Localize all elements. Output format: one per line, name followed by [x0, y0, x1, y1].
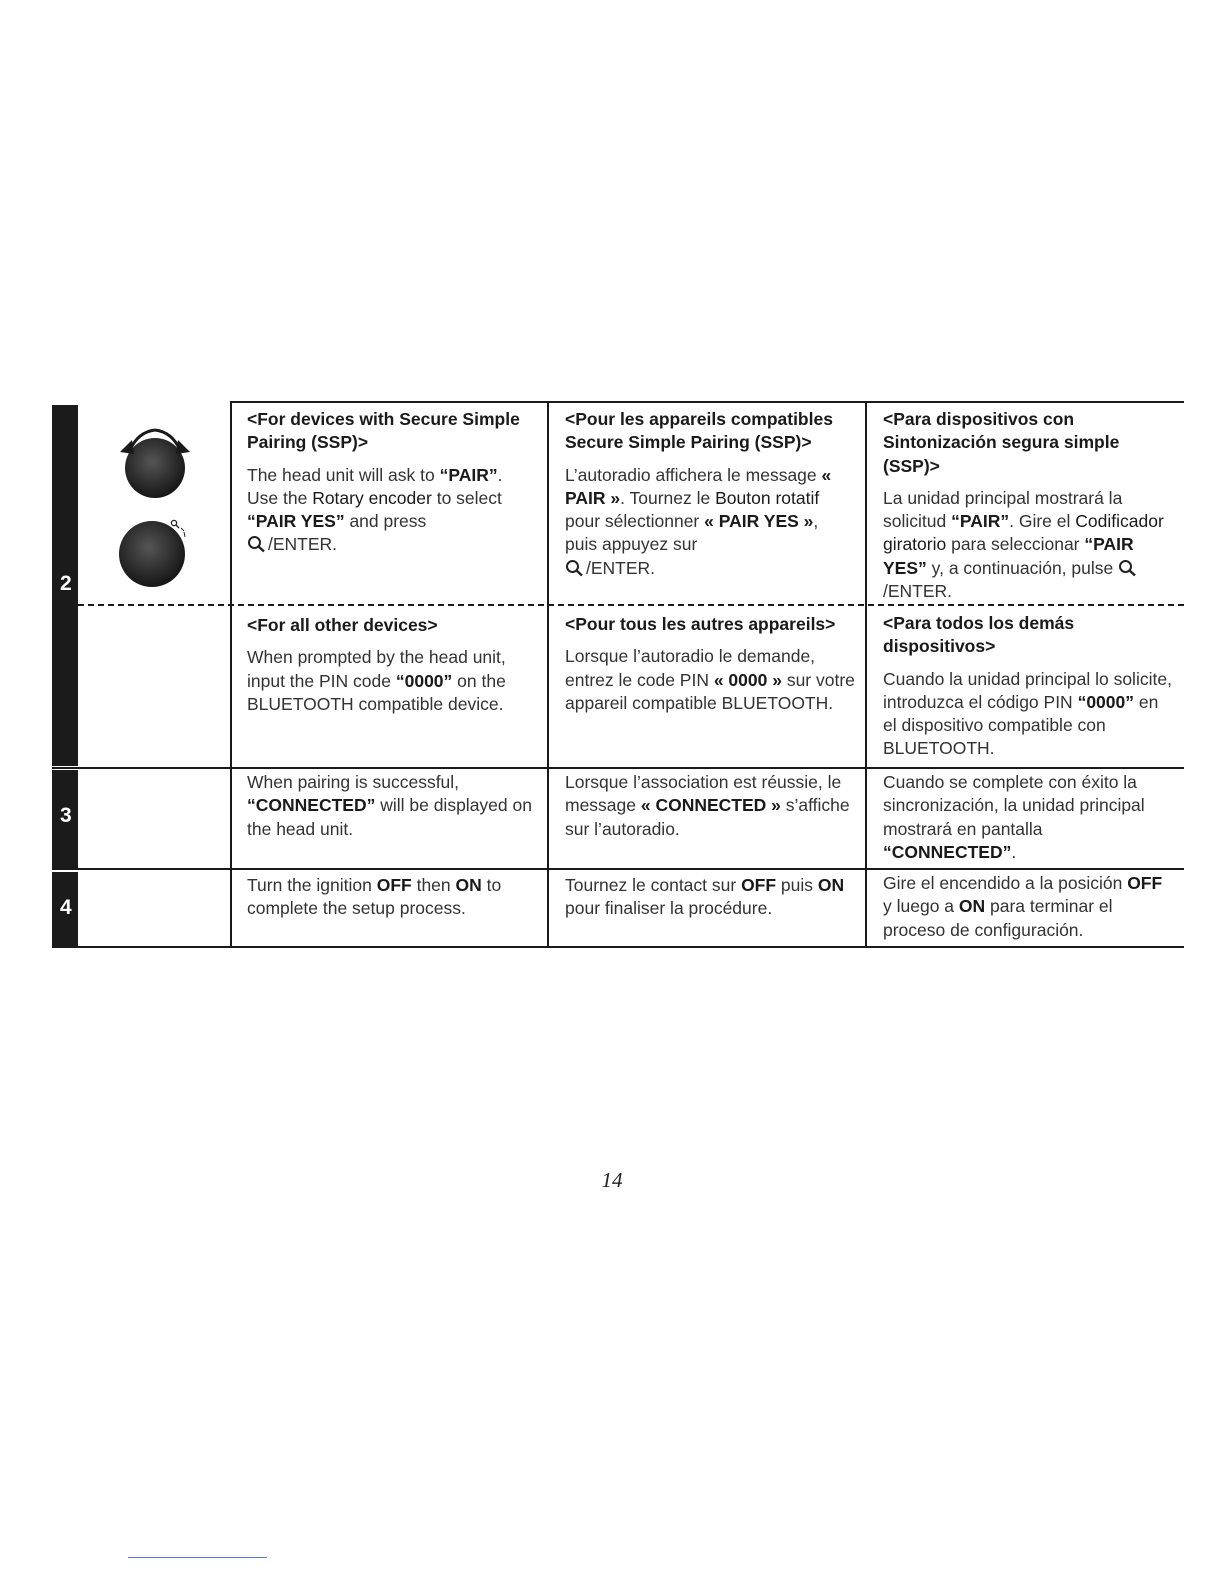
- footer-line: [128, 1557, 267, 1558]
- step-3-english-text: When pairing is successful, “CONNECTED” will be displayed on the head unit.: [247, 772, 532, 839]
- search-icon: [565, 559, 585, 577]
- other-spanish-heading: <Para todos los demás dispositivos>: [883, 613, 1075, 657]
- other-french-heading: <Pour tous les autres appareils>: [565, 614, 836, 634]
- step-number-3: 3: [60, 804, 72, 827]
- step-4-border: [52, 868, 1184, 870]
- table-top-border: [230, 401, 1184, 403]
- step-number-4: 4: [60, 896, 72, 919]
- other-french-text: Lorsque l’autoradio le demande, entrez le code PIN « 0000 » sur votre appareil compatible BLUETOOTH.: [565, 646, 855, 713]
- col-divider-1: [230, 401, 232, 948]
- step-3-english-cell: [247, 771, 537, 841]
- ssp-spanish-heading: <Para dispositivos con Sintonización segura simple (SSP)>: [883, 409, 1120, 476]
- ssp-english-text: The head unit will ask to “PAIR”. Use the Rotary encoder to select “PAIR YES” and press /ENTER.: [247, 464, 503, 555]
- step-3-spanish-cell: [883, 771, 1173, 864]
- ssp-french-text: L’autoradio affichera le message « PAIR ». Tournez le Bouton rotatif pour sélectionner « PAIR YES », puis appuyez sur /ENTER.: [565, 464, 832, 578]
- other-spanish-cell: [883, 612, 1173, 761]
- ssp-french-cell: [565, 408, 855, 580]
- step-4-spanish-text: Gire el encendido a la posición OFF y luego a ON para terminar el proceso de configuración.: [883, 873, 1163, 940]
- other-english-cell: [247, 614, 537, 716]
- search-icon: [1118, 559, 1138, 577]
- step-4-french-text: Tournez le contact sur OFF puis ON pour finaliser la procédure.: [565, 875, 845, 919]
- other-english-heading: <For all other devices>: [247, 615, 438, 635]
- step-3-french-cell: [565, 771, 860, 841]
- col-divider-3: [865, 401, 867, 948]
- step-3-border: [52, 767, 1184, 769]
- step-number-2: 2: [60, 572, 72, 595]
- step-4-french-cell: [565, 874, 855, 921]
- ssp-french-heading: <Pour les appareils compatibles Secure Simple Pairing (SSP)>: [565, 409, 833, 453]
- rotary-encoder-icon: [110, 420, 200, 500]
- other-french-cell: [565, 613, 855, 715]
- step-4-english-text: Turn the ignition OFF then ON to complete the setup process.: [247, 875, 502, 919]
- table-bottom-border: [52, 946, 1184, 948]
- other-english-text: When prompted by the head unit, input the PIN code “0000” on the BLUETOOTH compatible device.: [247, 647, 506, 714]
- col-divider-2: [547, 401, 549, 948]
- ssp-english-cell: [247, 408, 537, 557]
- search-icon: [247, 535, 267, 553]
- other-spanish-text: Cuando la unidad principal lo solicite, introduzca el código PIN “0000” en el dispositivo compatible con BLUETOOTH.: [883, 668, 1172, 759]
- step-4-spanish-cell: [883, 872, 1173, 942]
- ssp-spanish-text: La unidad principal mostrará la solicitud “PAIR”. Gire el Codificador giratorio para seleccionar “PAIR YES” y, a continuación, pulse /ENTER.: [883, 487, 1164, 602]
- ssp-divider: [78, 604, 1184, 606]
- step-3-french-text: Lorsque l’association est réussie, le message « CONNECTED » s’affiche sur l’autoradio.: [565, 772, 850, 839]
- enter-button-icon: [110, 510, 200, 590]
- step-3-spanish-text: Cuando se complete con éxito la sincronización, la unidad principal mostrará en pantalla “CONNECTED”.: [883, 772, 1145, 862]
- ssp-english-heading: <For devices with Secure Simple Pairing (SSP)>: [247, 409, 520, 453]
- ssp-spanish-cell: [883, 408, 1173, 603]
- page-number: 14: [601, 1168, 623, 1192]
- step-4-english-cell: [247, 874, 537, 921]
